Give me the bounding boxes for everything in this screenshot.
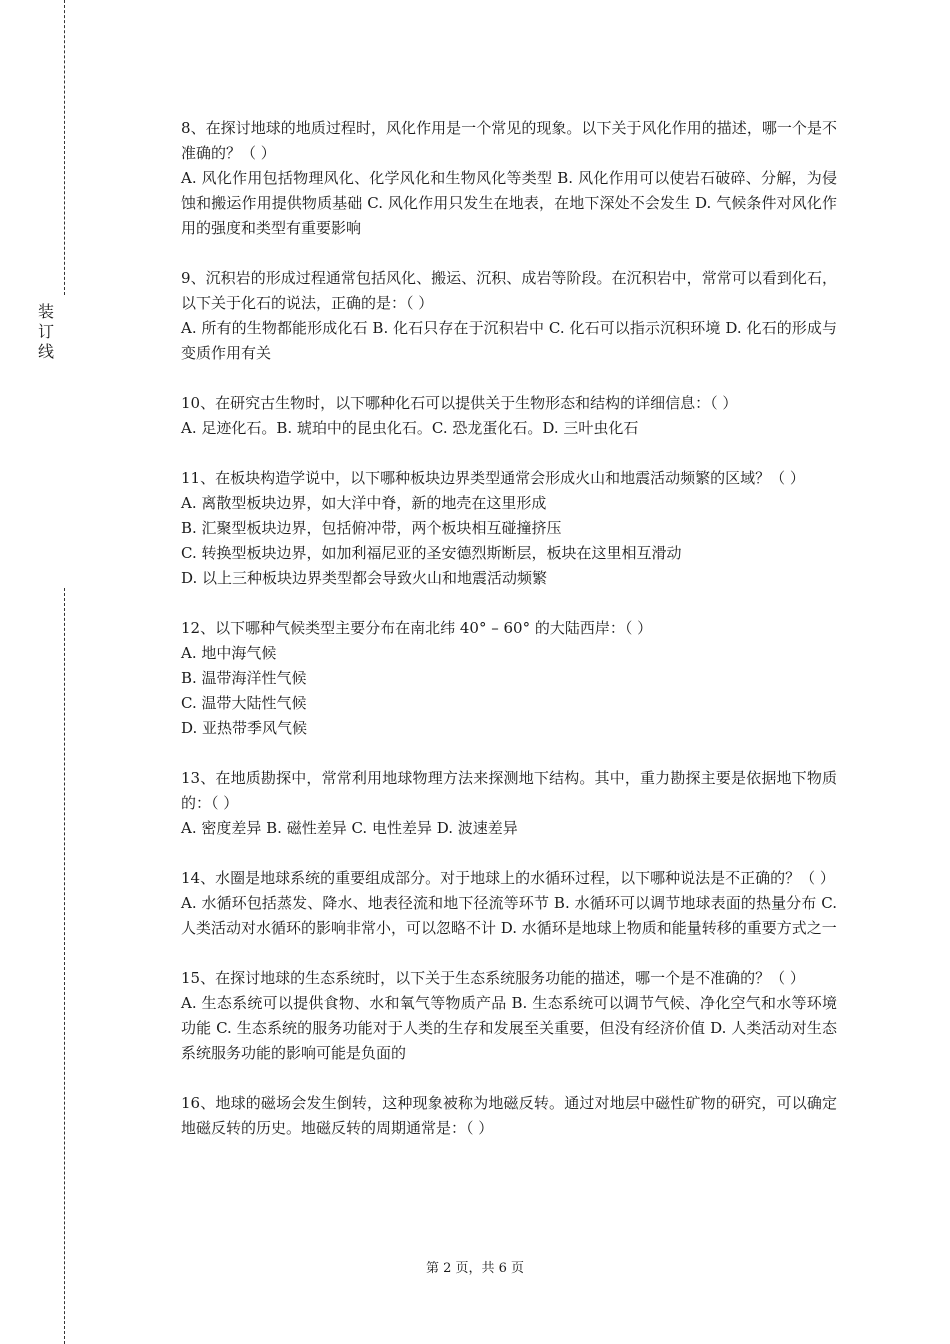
question-12 xyxy=(181,616,837,741)
question-stem: 16、地球的磁场会发生倒转，这种现象被称为地磁反转。通过对地层中磁性矿物的研究，可以确定地磁反转的历史。地磁反转的周期通常是：（ ） xyxy=(181,1094,837,1137)
question-10 xyxy=(181,391,837,441)
binding-dashed-line-bottom xyxy=(64,588,65,1344)
question-options: A. 生态系统可以提供食物、水和氧气等物质产品 B. 生态系统可以调节气候、净化空气和水等环境功能 C. 生态系统的服务功能对于人类的生存和发展至关重要，但没有经济价值 D. 人类活动对生态系统服务功能的影响可能是负面的 xyxy=(181,994,837,1062)
option-a: A. 离散型板块边界，如大洋中脊，新的地壳在这里形成 xyxy=(181,494,547,512)
option-c: C. 温带大陆性气候 xyxy=(181,694,307,712)
question-stem: 11、在板块构造学说中，以下哪种板块边界类型通常会形成火山和地震活动频繁的区域？（ ） xyxy=(181,469,805,487)
option-b: B. 汇聚型板块边界，包括俯冲带，两个板块相互碰撞挤压 xyxy=(181,519,562,537)
option-d: D. 以上三种板块边界类型都会导致火山和地震活动频繁 xyxy=(181,569,548,587)
question-stem: 14、水圈是地球系统的重要组成部分。对于地球上的水循环过程，以下哪种说法是不正确的？（ ） xyxy=(181,869,835,887)
page-number: 第 2 页，共 6 页 xyxy=(425,1261,525,1276)
question-stem: 13、在地质勘探中，常常利用地球物理方法来探测地下结构。其中，重力勘探主要是依据地下物质的：（ ） xyxy=(181,769,837,812)
question-stem: 10、在研究古生物时，以下哪种化石可以提供关于生物形态和结构的详细信息：（ ） xyxy=(181,394,738,412)
question-15 xyxy=(181,966,837,1066)
question-options: A. 风化作用包括物理风化、化学风化和生物风化等类型 B. 风化作用可以使岩石破碎、分解，为侵蚀和搬运作用提供物质基础 C. 风化作用只发生在地表，在地下深处不会发生 D. 气候条件对风化作用的强度和类型有重要影响 xyxy=(181,169,837,237)
question-stem: 9、沉积岩的形成过程通常包括风化、搬运、沉积、成岩等阶段。在沉积岩中，常常可以看到化石，以下关于化石的说法，正确的是：（ ） xyxy=(181,269,837,312)
question-14 xyxy=(181,866,837,941)
question-options: A. 足迹化石。B. 琥珀中的昆虫化石。C. 恐龙蛋化石。D. 三叶虫化石 xyxy=(181,419,639,437)
question-stem: 12、以下哪种气候类型主要分布在南北纬 40° – 60° 的大陆西岸：（ ） xyxy=(181,619,653,637)
question-options: A. 水循环包括蒸发、降水、地表径流和地下径流等环节 B. 水循环可以调节地球表面的热量分布 C. 人类活动对水循环的影响非常小，可以忽略不计 D. 水循环是地球上物质和能量转移的重要方式之一 xyxy=(181,894,837,937)
question-list xyxy=(181,116,837,1166)
option-c: C. 转换型板块边界，如加利福尼亚的圣安德烈斯断层，板块在这里相互滑动 xyxy=(181,544,682,562)
question-options: A. 密度差异 B. 磁性差异 C. 电性差异 D. 波速差异 xyxy=(181,819,518,837)
question-stem: 15、在探讨地球的生态系统时，以下关于生态系统服务功能的描述，哪一个是不准确的？（ ） xyxy=(181,969,805,987)
question-8 xyxy=(181,116,837,241)
question-16 xyxy=(181,1091,837,1141)
binding-label-text: 装 订 线 xyxy=(37,302,54,361)
question-13 xyxy=(181,766,837,841)
question-stem: 8、在探讨地球的地质过程时，风化作用是一个常见的现象。以下关于风化作用的描述，哪一个是不准确的？（ ） xyxy=(181,119,837,162)
option-d: D. 亚热带季风气候 xyxy=(181,719,308,737)
binding-label xyxy=(36,302,56,362)
question-9 xyxy=(181,266,837,366)
question-options: A. 所有的生物都能形成化石 B. 化石只存在于沉积岩中 C. 化石可以指示沉积环境 D. 化石的形成与变质作用有关 xyxy=(181,319,837,362)
binding-dashed-line-top xyxy=(64,0,65,295)
question-11 xyxy=(181,466,837,591)
option-b: B. 温带海洋性气候 xyxy=(181,669,307,687)
option-a: A. 地中海气候 xyxy=(181,644,277,662)
